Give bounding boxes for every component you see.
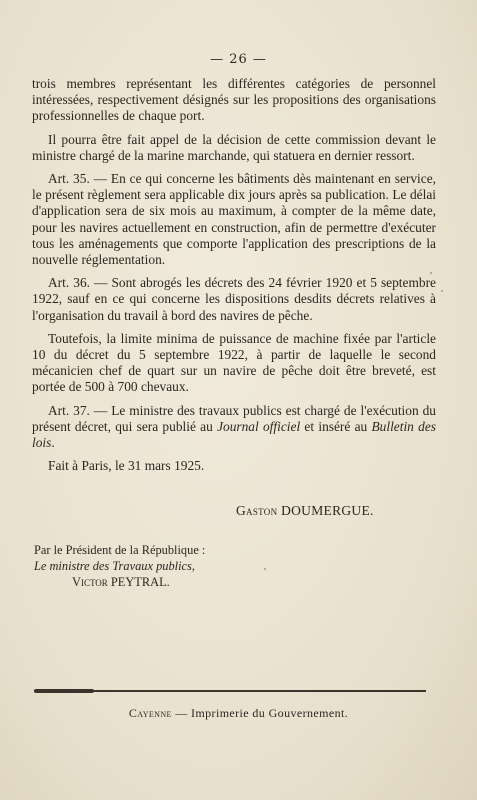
art37-text-before: Art. 37. — Le ministre des travaux publics est chargé de l'exécution du présent décret, qui sera publié au (32, 402, 436, 434)
printer-line (0, 706, 477, 721)
countersign-line-2: Le ministre des Travaux publics, (34, 559, 195, 573)
paragraph-art-36: Art. 36. — Sont abrogés les décrets des 24 février 1920 et 5 septembre 1922, sauf en ce qui concerne les dispositions desdits décrets relatives à l'organisation du travail à bord des navires de pêche. (32, 275, 436, 323)
paper-speck (264, 568, 266, 570)
countersignature (34, 542, 205, 590)
printer-city: Cayenne (128, 706, 172, 720)
date-line: Fait à Paris, le 31 mars 1925. (48, 458, 205, 474)
journal-officiel: Journal officiel (217, 418, 301, 434)
signature-last-name: DOUMERGUE. (281, 503, 374, 518)
art37-text-middle: et inséré au (300, 418, 372, 434)
countersign-name: Victor PEYTRAL. (72, 575, 170, 589)
paragraph-art-37 (32, 403, 436, 452)
printer-name: — Imprimerie du Gouvernement. (171, 706, 349, 720)
art37-text-after: . (51, 435, 55, 451)
paragraph-art-35: Art. 35. — En ce qui concerne les bâtiments dès maintenant en service, le présent règlement sera applicable dix jours après sa publication. Le délai d'application sera de six mois au maximum, à compter de la même date, pour les navires actuellement en construction, afin de permettre d'exécuter tous les aménagements que comporte l'application des prescriptions de la nouvelle réglementation. (32, 171, 436, 268)
paragraph-appeal: Il pourra être fait appel de la décision de cette commission devant le ministre chargé de la marine marchande, qui statuera en dernier ressort. (32, 131, 436, 163)
body-text (32, 76, 436, 481)
signature-first-name: Gaston (236, 503, 278, 518)
signature (236, 503, 374, 519)
paper-speck (430, 272, 432, 274)
divider-rule (34, 690, 426, 692)
paper-speck (441, 290, 443, 292)
page-number: — 26 — (210, 52, 267, 67)
paragraph-continuation: trois membres représentant les différentes catégories de personnel intéressées, respectivement désignés sur les propositions des organisations professionnelles de chaque port. (32, 76, 436, 124)
bulletin-des-lois: Bulletin des lois (32, 418, 436, 451)
paragraph-toutefois: Toutefois, la limite minima de puissance de machine fixée par l'article 10 du décret du 5 septembre 1922, à partir de laquelle le second mécanicien chef de quart sur un navire de pêche doit être breveté, est portée de 500 à 700 chevaux. (32, 330, 436, 395)
countersign-line-1: Par le Président de la République : (34, 543, 206, 557)
